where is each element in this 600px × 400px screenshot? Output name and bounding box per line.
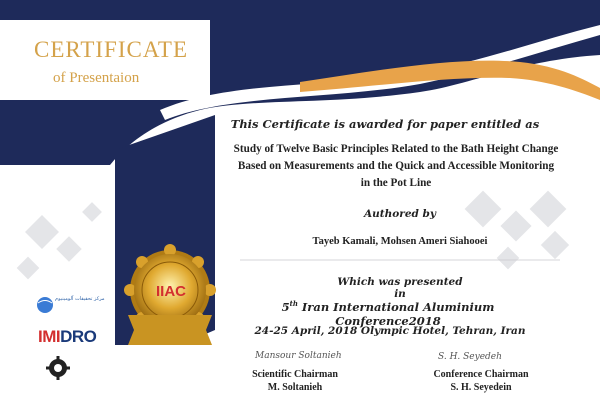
conference-title: Iran International Aluminium Conference2018 xyxy=(297,299,495,328)
conference-chairman-name: S. H. Seyedein xyxy=(450,382,512,393)
conference-chairman-role: Conference Chairman xyxy=(433,369,529,380)
iiac-seal-logo: IIAC xyxy=(156,283,186,300)
authors: Tayeb Kamali, Mohsen Ameri Siahooei xyxy=(312,236,488,247)
aluminium-center-logo xyxy=(37,297,53,313)
conference-chairman-signature: S. H. Seyedeh xyxy=(438,352,502,362)
paper-title: Study of Twelve Basic Principles Related to the Bath Height Change Based on Measurements and the Quick and Accessible Monitoring in the Pot Line xyxy=(233,143,559,189)
conference-ordinal: th xyxy=(289,299,298,308)
imidro-logo-part-a: IMI xyxy=(38,327,61,346)
imidro-logo-part-b: DRO xyxy=(60,327,97,346)
authored-by-label: Authored by xyxy=(364,208,436,220)
conference-number: 5 xyxy=(281,299,290,314)
scientific-chairman-role: Scientific Chairman xyxy=(252,369,338,380)
conference-name xyxy=(238,299,538,328)
awarded-line: This Certificate is awarded for paper entitled as xyxy=(230,117,540,131)
scientific-chairman-name: M. Soltanieh xyxy=(267,382,323,393)
imidro-logo xyxy=(38,327,96,347)
scientific-chairman-signature: Mansour Soltanieh xyxy=(255,351,342,361)
aluminium-center-logo-text: مرکز تحقیقات آلومینیوم xyxy=(55,296,105,302)
date-venue: 24-25 April, 2018 Olympic Hotel, Tehran, Iran xyxy=(254,325,526,337)
certificate-subtitle: of Presentaion xyxy=(53,70,140,86)
presented-in-label: Which was presented in xyxy=(337,276,463,300)
diamond-pattern xyxy=(17,191,569,280)
certificate-title: CERTIFICATE xyxy=(34,37,189,62)
gear-icon xyxy=(46,356,70,380)
